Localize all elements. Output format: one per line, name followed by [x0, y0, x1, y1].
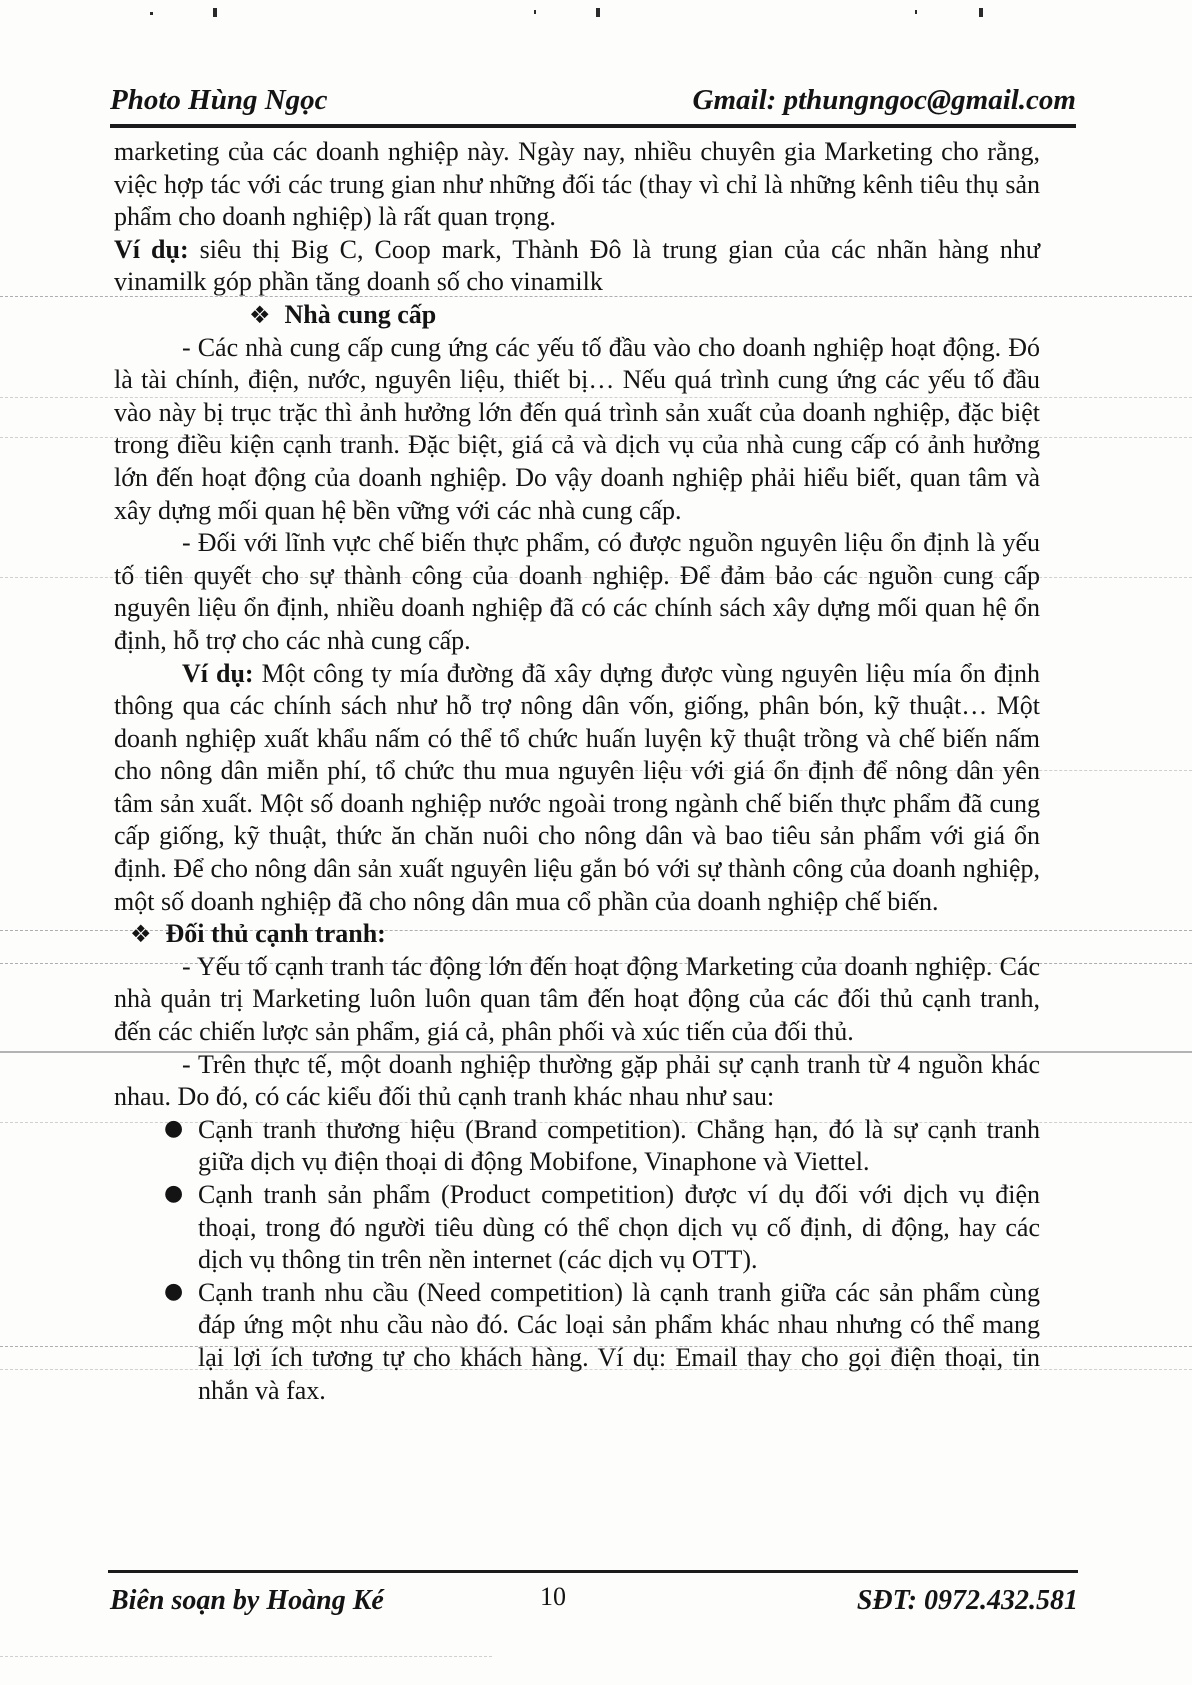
- list-item-text: Cạnh tranh nhu cầu (Need competition) là cạnh tranh giữa các sản phẩm cùng đáp ứng một nhu cầu nào đó. Các loại sản phẩm khác nhau nhưng có thể mang lại lợi ích tương tự cho khách hàng. Ví dụ: Email thay cho gọi điện thoại, tin nhắn và fax.: [198, 1277, 1040, 1405]
- header-author: Photo Hùng Ngọc: [110, 84, 328, 116]
- section-heading: [130, 918, 1040, 951]
- page-number: 10: [540, 1582, 566, 1611]
- paragraph: Ví dụ: Một công ty mía đường đã xây dựng được vùng nguyên liệu mía ổn định thông qua các chính sách như hỗ trợ nông dân vốn, giống, phân bón, kỹ thuật… Một doanh nghiệp xuất khẩu nấm có thể tổ chức huấn luyện kỹ thuật trồng và chế biến nấm cho nông dân miễn phí, tổ chức thu mua nguyên liệu với giá ổn định để nông dân yên tâm sản xuất. Một số doanh nghiệp nước ngoài trong ngành chế biến thực phẩm đã cung cấp giống, kỹ thuật, thức ăn chăn nuôi cho nông dân và bao tiêu sản phẩm với giá ổn định. Để cho nông dân sản xuất nguyên liệu gắn bó với sự thành công của doanh nghiệp, một số doanh nghiệp đã cho nông dân mua cổ phần của doanh nghiệp chế biến.: [114, 658, 1040, 916]
- paragraph: - Đối với lĩnh vực chế biến thực phẩm, có được nguồn nguyên liệu ổn định là yếu tố tiên quyết cho sự thành công của doanh nghiệp. Để đảm bảo các nguồn cung cấp nguyên liệu ổn định, nhiều doanh nghiệp đã có các chính sách xây dựng mối quan hệ ổn định, hỗ trợ cho các nhà cung cấp.: [114, 528, 1040, 655]
- heading-text: Nhà cung cấp: [284, 299, 437, 329]
- scan-speck: [596, 8, 600, 17]
- scan-speck: [213, 8, 217, 17]
- page-header: [110, 84, 1076, 128]
- scan-speck: [150, 12, 153, 15]
- scan-artifact-line: [0, 1656, 492, 1657]
- page-footer: [108, 1570, 1078, 1616]
- footer-compiler: Biên soạn by Hoàng Ké: [110, 1585, 384, 1616]
- paragraph: - Các nhà cung cấp cung ứng các yếu tố đầu vào cho doanh nghiệp hoạt động. Đó là tài chính, điện, nước, nguyên liệu, thiết bị… Nếu quá trình cung ứng các yếu tố đầu vào này bị trục trặc thì ảnh hưởng lớn đến quá trình sản xuất của doanh nghiệp, đặc biệt trong điều kiện cạnh tranh. Đặc biệt, giá cả và dịch vụ của nhà cung cấp có ảnh hưởng lớn đến hoạt động của doanh nghiệp. Do vậy doanh nghiệp phải hiểu biết, quan tâm và xây dựng mối quan hệ bền vững với các nhà cung cấp.: [114, 332, 1040, 525]
- bullet-dot-icon: ●: [164, 1278, 184, 1304]
- scan-speck: [979, 8, 983, 17]
- document-body: [114, 136, 1040, 1407]
- list-item: [114, 1114, 1040, 1179]
- footer-phone: SĐT: 0972.432.581: [856, 1585, 1078, 1616]
- header-email: Gmail: pthungngoc@gmail.com: [692, 84, 1076, 116]
- scan-speck: [915, 10, 917, 14]
- list-item-text: Cạnh tranh thương hiệu (Brand competition). Chẳng hạn, đó là sự cạnh tranh giữa dịch vụ điện thoại di động Mobifone, Vinaphone và Viettel.: [198, 1114, 1040, 1177]
- list-item-text: Cạnh tranh sản phẩm (Product competition) được ví dụ đối với dịch vụ điện thoại, trong đó người tiêu dùng có thể chọn dịch vụ cố định, di động, hay các dịch vụ thông tin trên nền internet (các dịch vụ OTT).: [198, 1180, 1040, 1275]
- paragraph: - Trên thực tế, một doanh nghiệp thường gặp phải sự cạnh tranh từ 4 nguồn khác nhau. Do đó, có các kiểu đối thủ cạnh tranh khác nhau như sau:: [114, 1049, 1040, 1112]
- heading-text: Đối thủ cạnh tranh:: [165, 919, 386, 949]
- lead-label: Ví dụ:: [182, 658, 254, 688]
- lead-label: Ví dụ:: [114, 234, 189, 264]
- diamond-bullet-icon: ❖: [249, 300, 271, 329]
- bullet-dot-icon: ●: [164, 1181, 184, 1206]
- diamond-bullet-icon: ❖: [130, 920, 152, 949]
- paragraph: Ví dụ: siêu thị Big C, Coop mark, Thành Đô là trung gian của các nhãn hàng như vinamilk góp phần tăng doanh số cho vinamilk: [114, 234, 1041, 297]
- list-item: [114, 1179, 1040, 1277]
- scan-speck: [534, 10, 536, 14]
- paragraph: - Yếu tố cạnh tranh tác động lớn đến hoạt động Marketing của doanh nghiệp. Các nhà quản trị Marketing luôn luôn quan tâm đến hoạt động của các đối thủ cạnh tranh, đến các chiến lược sản phẩm, giá cả, phân phối và xúc tiến của đối thủ.: [114, 951, 1040, 1047]
- paragraph: marketing của các doanh nghiệp này. Ngày nay, nhiều chuyên gia Marketing cho rằng, việc hợp tác với các trung gian như những đối tác (thay vì chỉ là những kênh tiêu thụ sản phẩm cho doanh nghiệp) là rất quan trọng.: [114, 137, 1040, 232]
- bullet-dot-icon: ●: [164, 1115, 184, 1141]
- list-item: [114, 1277, 1040, 1407]
- section-heading: [249, 299, 1040, 332]
